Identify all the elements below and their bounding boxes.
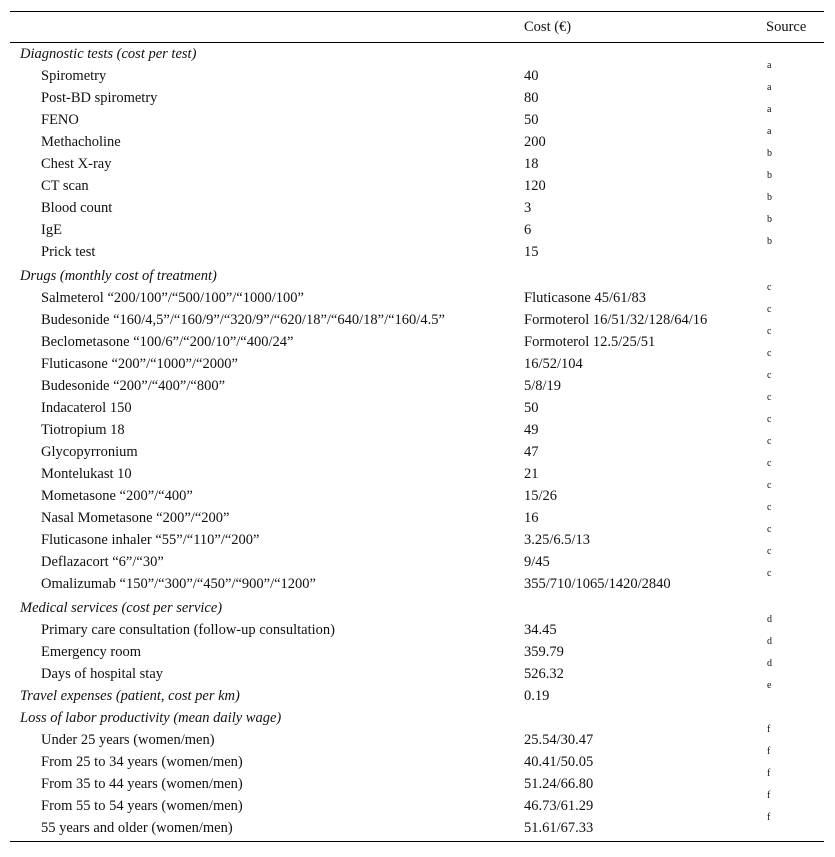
row-label: Spirometry xyxy=(41,68,107,84)
row-source: b xyxy=(767,148,772,159)
row-source: c xyxy=(767,392,772,403)
row-label: CT scan xyxy=(41,178,89,194)
row-source: b xyxy=(767,236,772,247)
row-source: d xyxy=(767,658,772,669)
row-source: c xyxy=(767,546,772,557)
table-row xyxy=(10,304,824,331)
row-source: a xyxy=(767,60,772,71)
row-label: Indacaterol 150 xyxy=(41,400,132,416)
section-row xyxy=(10,265,824,287)
row-cost: 5/8/19 xyxy=(524,378,562,394)
row-cost: 47 xyxy=(524,444,539,460)
row-source: f xyxy=(767,746,771,757)
row-source: c xyxy=(767,414,772,425)
row-cost: 50 xyxy=(524,112,539,128)
table-row xyxy=(10,370,824,397)
row-source: c xyxy=(767,502,772,513)
table-bottom-rule xyxy=(10,841,824,842)
row-label: Mometasone “200”/“400” xyxy=(41,488,193,504)
row-label: Budesonide “200”/“400”/“800” xyxy=(41,378,226,394)
row-source: b xyxy=(767,192,772,203)
table-row xyxy=(10,282,824,309)
row-cost: 3.25/6.5/13 xyxy=(524,532,591,548)
row-source: f xyxy=(767,812,771,823)
section-row xyxy=(10,43,824,65)
row-cost: 3 xyxy=(524,200,532,216)
row-label: Primary care consultation (follow-up consultation) xyxy=(41,622,335,638)
table-row xyxy=(10,60,824,87)
row-source: f xyxy=(767,790,771,801)
row-source: b xyxy=(767,170,772,181)
row-source: c xyxy=(767,326,772,337)
row-label: FENO xyxy=(41,112,79,128)
row-cost: Fluticasone 45/61/83 xyxy=(524,290,647,306)
row-cost: 16/52/104 xyxy=(524,356,583,372)
row-label: Tiotropium 18 xyxy=(41,422,125,438)
header-source: Source xyxy=(766,19,807,35)
section-cost: 0.19 xyxy=(524,688,550,704)
row-cost: 9/45 xyxy=(524,554,550,570)
row-label: Omalizumab “150”/“300”/“450”/“900”/“1200” xyxy=(41,576,316,592)
section-row xyxy=(10,597,824,619)
row-source: c xyxy=(767,304,772,315)
row-cost: 40 xyxy=(524,68,539,84)
table-row xyxy=(10,568,824,595)
table-body xyxy=(10,43,824,841)
table-row xyxy=(10,126,824,153)
table-header xyxy=(10,12,824,42)
table-row xyxy=(10,502,824,529)
row-source: c xyxy=(767,524,772,535)
row-label: Under 25 years (women/men) xyxy=(41,732,215,748)
table-row xyxy=(10,614,824,641)
row-cost: 6 xyxy=(524,222,532,238)
cost-table xyxy=(10,11,824,842)
table-row xyxy=(10,392,824,419)
row-cost: 18 xyxy=(524,156,539,172)
row-label: Blood count xyxy=(41,200,113,216)
row-label: Montelukast 10 xyxy=(41,466,132,482)
row-cost: Formoterol 16/51/32/128/64/16 xyxy=(524,312,708,328)
row-cost: 46.73/61.29 xyxy=(524,798,594,814)
row-source: d xyxy=(767,636,772,647)
row-cost: 16 xyxy=(524,510,539,526)
section-source: e xyxy=(767,680,772,691)
row-source: f xyxy=(767,768,771,779)
table-row xyxy=(10,214,824,241)
table-row xyxy=(10,658,824,685)
table-row xyxy=(10,790,824,817)
row-cost: 21 xyxy=(524,466,539,482)
section-title: Loss of labor productivity (mean daily wage) xyxy=(20,710,282,726)
row-source: c xyxy=(767,458,772,469)
row-label: Post-BD spirometry xyxy=(41,90,158,106)
table-row xyxy=(10,524,824,551)
table-row xyxy=(10,148,824,175)
table-row xyxy=(10,768,824,795)
row-label: Prick test xyxy=(41,244,96,260)
row-source: c xyxy=(767,480,772,491)
row-label: From 25 to 34 years (women/men) xyxy=(41,754,243,770)
row-source: c xyxy=(767,436,772,447)
table-row xyxy=(10,170,824,197)
row-cost: 200 xyxy=(524,134,546,150)
table-row xyxy=(10,480,824,507)
row-source: d xyxy=(767,614,772,625)
row-source: f xyxy=(767,724,771,735)
header-cost: Cost (€) xyxy=(524,19,572,35)
row-source: a xyxy=(767,82,772,93)
row-label: Budesonide “160/4,5”/“160/9”/“320/9”/“620/18”/“640/18”/“160/4.5” xyxy=(41,312,445,328)
row-cost: 526.32 xyxy=(524,666,564,682)
row-label: 55 years and older (women/men) xyxy=(41,820,233,836)
row-label: Glycopyrronium xyxy=(41,444,138,460)
row-cost: 80 xyxy=(524,90,539,106)
row-source: a xyxy=(767,126,772,137)
section-row xyxy=(10,707,824,729)
row-label: From 35 to 44 years (women/men) xyxy=(41,776,243,792)
table-row xyxy=(10,746,824,773)
row-source: c xyxy=(767,370,772,381)
row-label: Fluticasone “200”/“1000”/“2000” xyxy=(41,356,238,372)
row-cost: 34.45 xyxy=(524,622,557,638)
row-cost: Formoterol 12.5/25/51 xyxy=(524,334,656,350)
row-cost: 51.61/67.33 xyxy=(524,820,594,836)
row-cost: 49 xyxy=(524,422,539,438)
table-row xyxy=(10,436,824,463)
row-cost: 40.41/50.05 xyxy=(524,754,594,770)
table-row xyxy=(10,546,824,573)
table-row xyxy=(10,104,824,131)
row-label: Deflazacort “6”/“30” xyxy=(41,554,164,570)
row-label: Nasal Mometasone “200”/“200” xyxy=(41,510,230,526)
row-cost: 120 xyxy=(524,178,546,194)
row-cost: 15/26 xyxy=(524,488,558,504)
row-label: Emergency room xyxy=(41,644,141,660)
table-row xyxy=(10,414,824,441)
row-cost: 355/710/1065/1420/2840 xyxy=(524,576,671,592)
row-cost: 51.24/66.80 xyxy=(524,776,594,792)
row-label: Fluticasone inhaler “55”/“110”/“200” xyxy=(41,532,260,548)
row-cost: 359.79 xyxy=(524,644,564,660)
row-label: Beclometasone “100/6”/“200/10”/“400/24” xyxy=(41,334,294,350)
section-title: Medical services (cost per service) xyxy=(20,600,223,616)
row-label: From 55 to 54 years (women/men) xyxy=(41,798,243,814)
section-row xyxy=(10,680,824,707)
section-title: Travel expenses (patient, cost per km) xyxy=(20,688,240,704)
row-cost: 15 xyxy=(524,244,539,260)
row-label: Salmeterol “200/100”/“500/100”/“1000/100” xyxy=(41,290,304,306)
table-row xyxy=(10,812,824,839)
row-source: c xyxy=(767,348,772,359)
row-cost: 50 xyxy=(524,400,539,416)
row-source: c xyxy=(767,282,772,293)
table-row xyxy=(10,458,824,485)
row-source: c xyxy=(767,568,772,579)
row-cost: 25.54/30.47 xyxy=(524,732,594,748)
table-row xyxy=(10,236,824,263)
table-row xyxy=(10,82,824,109)
row-source: b xyxy=(767,214,772,225)
row-label: Methacholine xyxy=(41,134,121,150)
row-label: IgE xyxy=(41,222,62,238)
row-label: Chest X-ray xyxy=(41,156,112,172)
table-row xyxy=(10,636,824,663)
row-source: a xyxy=(767,104,772,115)
table-row xyxy=(10,192,824,219)
section-title: Drugs (monthly cost of treatment) xyxy=(20,268,217,284)
row-label: Days of hospital stay xyxy=(41,666,164,682)
table-row xyxy=(10,348,824,375)
section-title: Diagnostic tests (cost per test) xyxy=(20,46,197,62)
table-row xyxy=(10,326,824,353)
table-row xyxy=(10,724,824,751)
